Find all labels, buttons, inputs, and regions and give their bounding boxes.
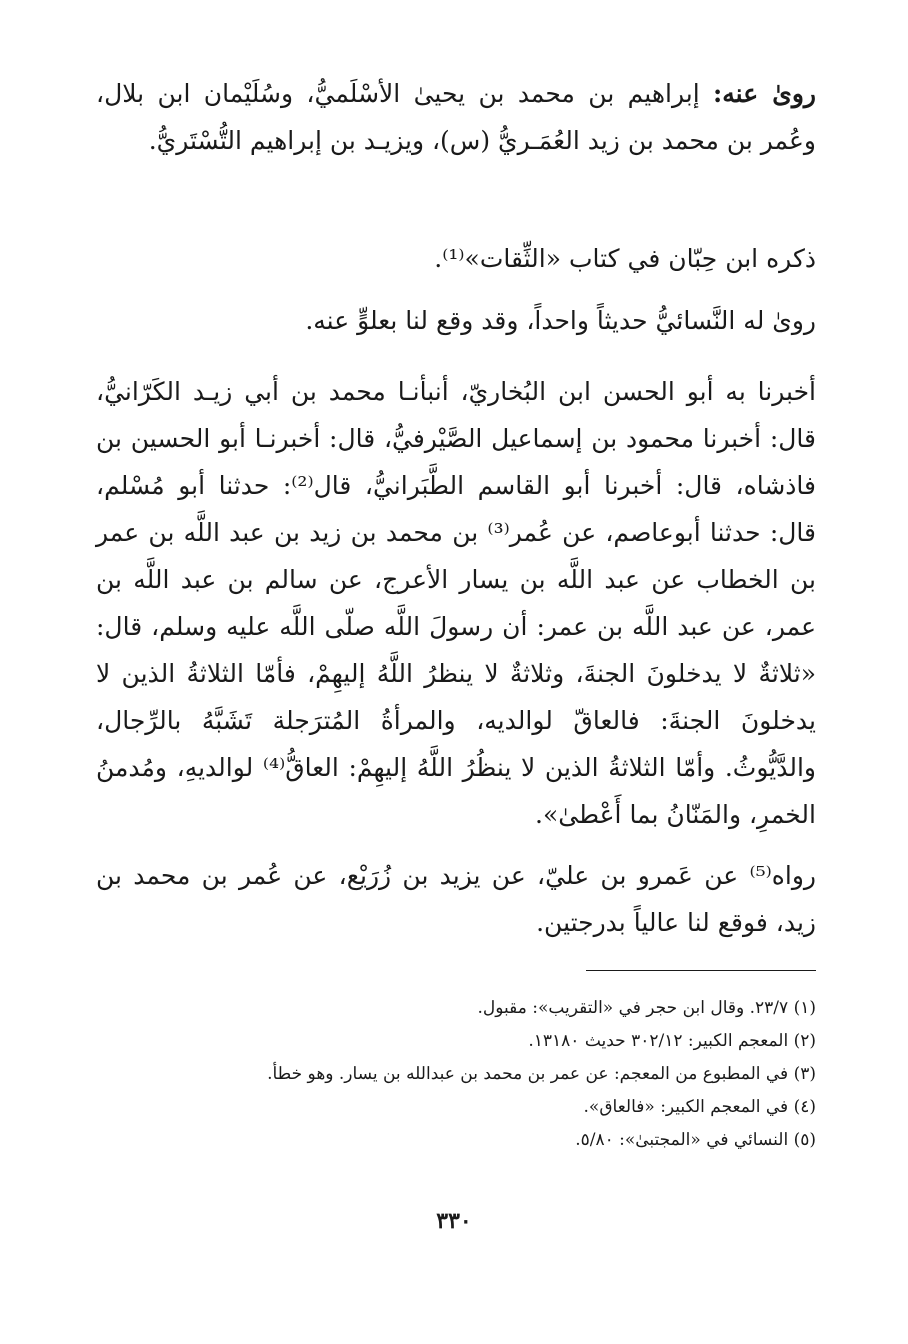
paragraph-narrators <box>96 70 816 164</box>
footnote-3: (٣) في المطبوع من المعجم: عن عمر بن محمد بن عبدالله بن يسار. وهو خطأ. <box>267 1064 816 1084</box>
footnote-2: (٢) المعجم الكبير: ٣٠٢/١٢ حديث ١٣١٨٠. <box>528 1031 816 1051</box>
narrators-text: إبراهيم بن محمد بن يحيىٰ الأسْلَميُّ، وسُلَيْمان ابن بلال، وعُمر بن محمد بن زيد العُمَـريُّ (س)، ويزيـد بن إبراهيم التُّسْتَريُّ. <box>96 79 816 155</box>
paragraph-nasai: رویٰ له النَّسائيُّ حديثاً واحداً، وقد وقع لنا بعلوٍّ عنه. <box>305 306 816 335</box>
footnote-separator <box>586 970 816 971</box>
paragraph-riwayah: رواه⁽⁵⁾ عن عَمرو بن عليّ، عن يزيد بن زُرَيْع، عن عُمر بن محمد بن زيد، فوقع لنا عالياً بدرجتين. <box>96 861 816 937</box>
footnote-4: (٤) في المعجم الكبير: «فالعاق». <box>583 1097 816 1117</box>
paragraph-hadith-chain: أخبرنا به أبو الحسن ابن البُخاريّ، أنبأنـا محمد بن أبي زيـد الكَرّانيُّ، قال: أخبرنا محمود بن إسماعيل الصَّيْرفيُّ، قال: أخبرنـا أبو الحسين بن فاذشاه، قال: أخبرنا أبو القاسم الطَّبَرانيُّ، قال⁽²⁾: حدثنا أبو مُسْلم، قال: حدثنا أبوعاصم، عن عُمر⁽³⁾ بن محمد بن زيد بن عبد اللَّه بن عمر بن الخطاب عن عبد اللَّه بن يسار الأعرج، عن سالم بن عبد اللَّه بن عمر، عن عبد اللَّه بن عمر: أن رسولَ اللَّه صلّى اللَّه عليه وسلم، قال: «ثلاثةٌ لا يدخلونَ الجنةَ، وثلاثةٌ لا ينظرُ اللَّهُ إليهِمْ، فأمّا الثلاثةُ الذين لا يدخلونَ الجنةَ: فالعاقّ لوالديه، والمرأةُ المُترَجلة تَشَبَّهُ بالرِّجال، والدَّيُّوثُ. وأمّا الثلاثةُ الذين لا ينظُرُ اللَّهُ إليهِمْ: العاقُّ⁽⁴⁾ لوالديهِ، ومُدمنُ الخمرِ، والمَنّانُ بما أَعْطىٰ». <box>96 377 816 829</box>
footnotes-list <box>120 992 816 1157</box>
footnote-5: (٥) النسائي في «المجتبىٰ»: ٥/٨٠. <box>575 1130 816 1150</box>
paragraph-ibn-hibban: ذكره ابن حِبّان في كتاب «الثِّقات»⁽¹⁾. <box>434 244 816 273</box>
page-number: ٣٣٠ <box>436 1208 472 1234</box>
footnote-1: (١) ٢٣/٧. وقال ابن حجر في «التقريب»: مقبول. <box>477 998 816 1018</box>
narrators-lead: رویٰ عنه: <box>713 79 816 108</box>
